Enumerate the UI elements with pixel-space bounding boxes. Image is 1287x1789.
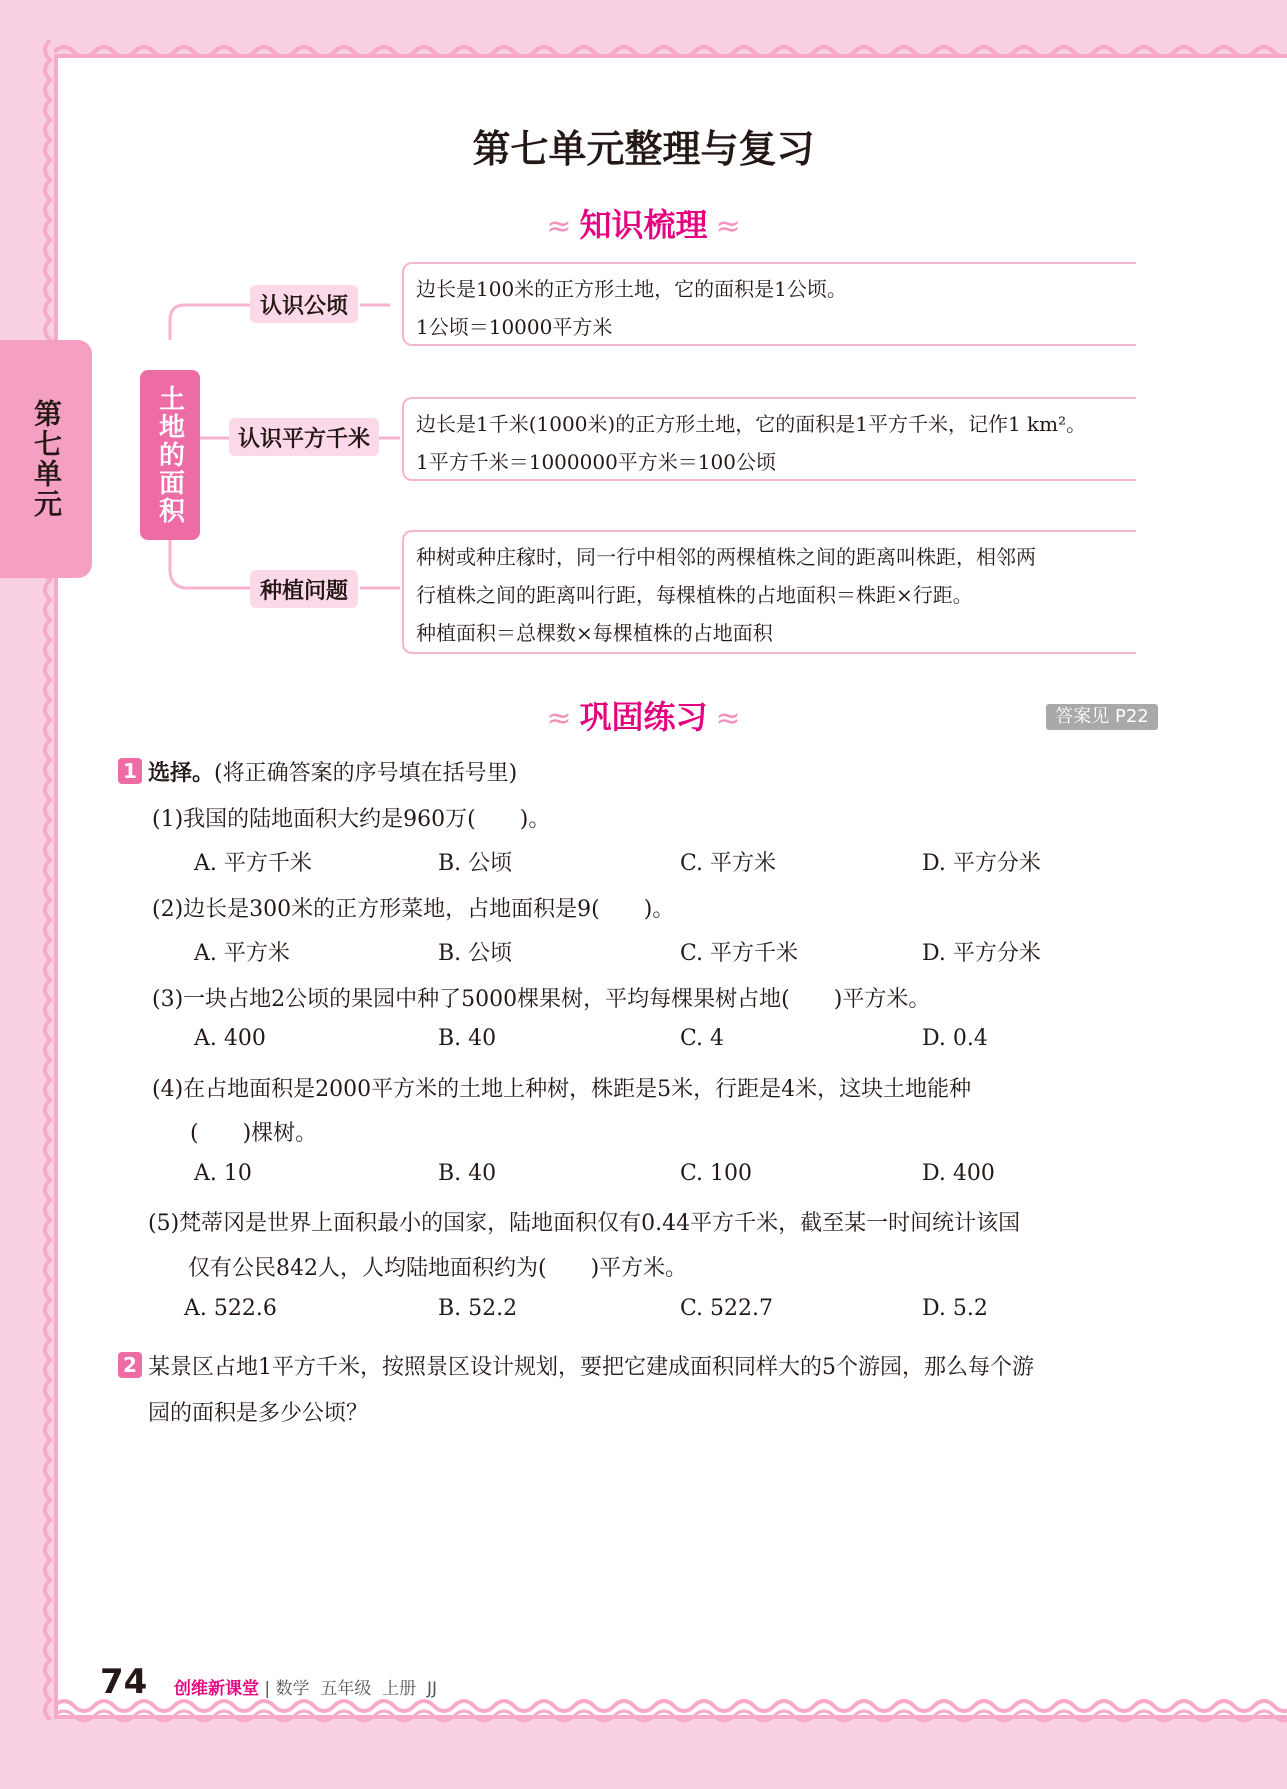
footer-brand: 创维新课堂 (174, 1679, 259, 1699)
q1-4-stem: (4)在占地面积是2000平方米的土地上种树，株距是5米，行距是4米，这块土地能种 (152, 1077, 972, 1102)
q1-1-option-b[interactable]: B. 公顷 (438, 851, 513, 876)
q1-3-option-d[interactable]: D. 0.4 (922, 1026, 988, 1051)
q1-5-option-b[interactable]: B. 52.2 (438, 1296, 518, 1321)
q1-5-option-c[interactable]: C. 522.7 (680, 1296, 774, 1321)
box-line: 边长是100米的正方形土地，它的面积是1公顷。 (416, 277, 847, 301)
question-2-line-1 (118, 1350, 1034, 1381)
q1-1-option-c[interactable]: C. 平方米 (680, 851, 777, 876)
q1-1-stem: (1)我国的陆地面积大约是960万( )。 (152, 807, 551, 832)
wave-left-icon: ≈ (546, 209, 572, 244)
footer-info (174, 1674, 437, 1699)
box-line: 种树或种庄稼时，同一行中相邻的两棵植株之间的距离叫株距，相邻两 (416, 545, 1036, 569)
mindmap-root (140, 370, 200, 540)
unit-side-tab-label: 第七单元 (30, 399, 63, 519)
page-number: 74 (100, 1662, 148, 1702)
question-1-title: 选择。 (148, 761, 215, 786)
mindmap-root-label: 土地的面积 (154, 385, 185, 525)
page-title: 第七单元整理与复习 (472, 127, 815, 171)
section-knowledge (0, 200, 1287, 246)
box-line: 行植株之间的距离叫行距，每棵植株的占地面积＝株距×行距。 (416, 583, 973, 607)
q1-2-option-d[interactable]: D. 平方分米 (922, 941, 1041, 966)
wave-right-icon: ≈ (715, 209, 741, 244)
mindmap-box-hectare (402, 262, 1136, 346)
q1-5-option-d[interactable]: D. 5.2 (922, 1296, 988, 1321)
question-1-header (118, 756, 517, 787)
q1-3-option-c[interactable]: C. 4 (680, 1026, 725, 1051)
q1-4-option-d[interactable]: D. 400 (922, 1161, 995, 1186)
q1-5-stem-cont: 仅有公民842人，人均陆地面积约为( )平方米。 (188, 1256, 688, 1281)
box-line: 1平方千米＝1000000平方米＝100公顷 (416, 450, 776, 474)
section-knowledge-label: 知识梳理 (579, 206, 708, 244)
q1-1-option-d[interactable]: D. 平方分米 (922, 851, 1041, 876)
q1-3-option-b[interactable]: B. 40 (438, 1026, 497, 1051)
q1-2-option-c[interactable]: C. 平方千米 (680, 941, 799, 966)
unit-side-tab (0, 340, 92, 578)
mindmap-branch-sqkm: 认识平方千米 (229, 418, 379, 456)
q1-4-option-c[interactable]: C. 100 (680, 1161, 753, 1186)
q1-5-stem: (5)梵蒂冈是世界上面积最小的国家，陆地面积仅有0.44平方千米，截至某一时间统计该国 (148, 1211, 1021, 1236)
q1-2-option-a[interactable]: A. 平方米 (194, 941, 290, 966)
q1-1-option-a[interactable]: A. 平方千米 (194, 851, 312, 876)
q1-4-stem-cont: ( )棵树。 (190, 1121, 318, 1146)
q1-3-stem: (3)一块占地2公顷的果园中种了5000棵果树，平均每棵果树占地( )平方米。 (152, 987, 931, 1012)
wave-right-icon: ≈ (715, 701, 741, 736)
section-practice-label: 巩固练习 (579, 698, 708, 736)
q1-2-option-b[interactable]: B. 公顷 (438, 941, 513, 966)
q1-4-option-b[interactable]: B. 40 (438, 1161, 497, 1186)
left-wave-border (38, 40, 68, 1720)
bottom-wave-border (54, 1696, 1287, 1726)
wave-left-icon: ≈ (546, 701, 572, 736)
footer-separator: | (264, 1679, 271, 1699)
box-line: 边长是1千米(1000米)的正方形土地，它的面积是1平方千米，记作1 km²。 (416, 412, 1087, 436)
mindmap-box-planting (402, 530, 1136, 654)
mindmap-box-sqkm (402, 397, 1136, 481)
question-2-line-2: 园的面积是多少公顷？ (148, 1401, 369, 1426)
mindmap-branch-hectare: 认识公顷 (250, 285, 358, 323)
footer-edition: JJ (426, 1679, 438, 1699)
q1-3-option-a[interactable]: A. 400 (194, 1026, 266, 1051)
answer-reference-badge: 答案见 P22 (1046, 704, 1158, 730)
box-line: 1公顷＝10000平方米 (416, 315, 613, 339)
q1-2-stem: (2)边长是300米的正方形菜地，占地面积是9( )。 (152, 897, 675, 922)
q1-4-option-a[interactable]: A. 10 (194, 1161, 252, 1186)
footer-volume: 上册 (382, 1679, 417, 1699)
question-1-note: (将正确答案的序号填在括号里) (214, 761, 518, 786)
footer-subject: 数学 (275, 1679, 310, 1699)
question-number-badge: 1 (118, 758, 142, 784)
box-line: 种植面积＝总棵数×每棵植株的占地面积 (416, 621, 773, 645)
footer-grade: 五年级 (320, 1679, 372, 1699)
q1-5-option-a[interactable]: A. 522.6 (184, 1296, 277, 1321)
question-2-text: 某景区占地1平方千米，按照景区设计规划，要把它建成面积同样大的5个游园，那么每个游 (148, 1355, 1034, 1380)
mindmap-branch-planting: 种植问题 (250, 570, 358, 608)
question-number-badge: 2 (118, 1352, 142, 1378)
